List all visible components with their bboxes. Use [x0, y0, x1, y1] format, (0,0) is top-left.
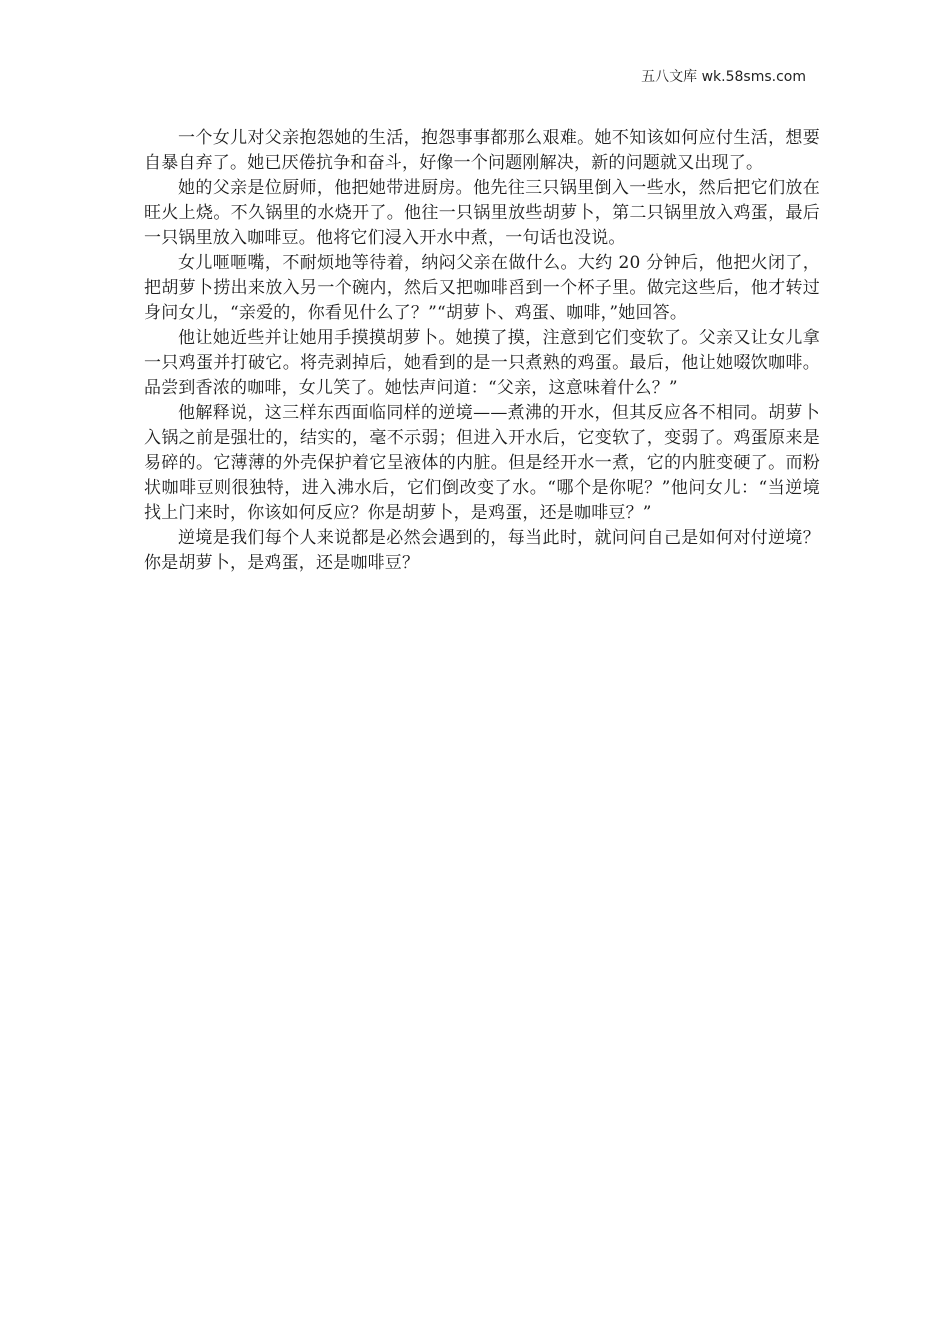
site-header-label: 五八文库 wk.58sms.com	[641, 69, 806, 85]
paragraph-5: 他解释说，这三样东西面临同样的逆境——煮沸的开水，但其反应各不相同。胡萝卜入锅之前是强壮的，结实的，毫不示弱；但进入开水后，它变软了，变弱了。鸡蛋原来是易碎的。它薄薄的外壳保护着它呈液体的内脏。但是经开水一煮，它的内脏变硬了。而粉状咖啡豆则很独特，进入沸水后，它们倒改变了水。“哪个是你呢？”他问女儿：“当逆境找上门来时，你该如何反应？你是胡萝卜，是鸡蛋，还是咖啡豆？”	[144, 403, 820, 523]
paragraph-2: 她的父亲是位厨师，他把她带进厨房。他先往三只锅里倒入一些水，然后把它们放在旺火上烧。不久锅里的水烧开了。他往一只锅里放些胡萝卜，第二只锅里放入鸡蛋，最后一只锅里放入咖啡豆。他将它们浸入开水中煮，一句话也没说。	[144, 178, 820, 248]
paragraph-4: 他让她近些并让她用手摸摸胡萝卜。她摸了摸，注意到它们变软了。父亲又让女儿拿一只鸡蛋并打破它。将壳剥掉后，她看到的是一只煮熟的鸡蛋。最后，他让她啜饮咖啡。品尝到香浓的咖啡，女儿笑了。她怯声问道：“父亲，这意味着什么？”	[144, 328, 820, 398]
paragraph-3: 女儿咂咂嘴，不耐烦地等待着，纳闷父亲在做什么。大约 20 分钟后，他把火闭了，把胡萝卜捞出来放入另一个碗内，然后又把咖啡舀到一个杯子里。做完这些后，他才转过身问女儿，“亲爱的，你看见什么了？”“胡萝卜、鸡蛋、咖啡，”她回答。	[144, 253, 820, 323]
paragraph-6: 逆境是我们每个人来说都是必然会遇到的，每当此时，就问问自己是如何对付逆境？你是胡萝卜，是鸡蛋，还是咖啡豆？	[144, 528, 820, 573]
document-body	[144, 126, 820, 576]
paragraph-1: 一个女儿对父亲抱怨她的生活，抱怨事事都那么艰难。她不知该如何应付生活，想要自暴自弃了。她已厌倦抗争和奋斗，好像一个问题刚解决，新的问题就又出现了。	[144, 128, 820, 173]
